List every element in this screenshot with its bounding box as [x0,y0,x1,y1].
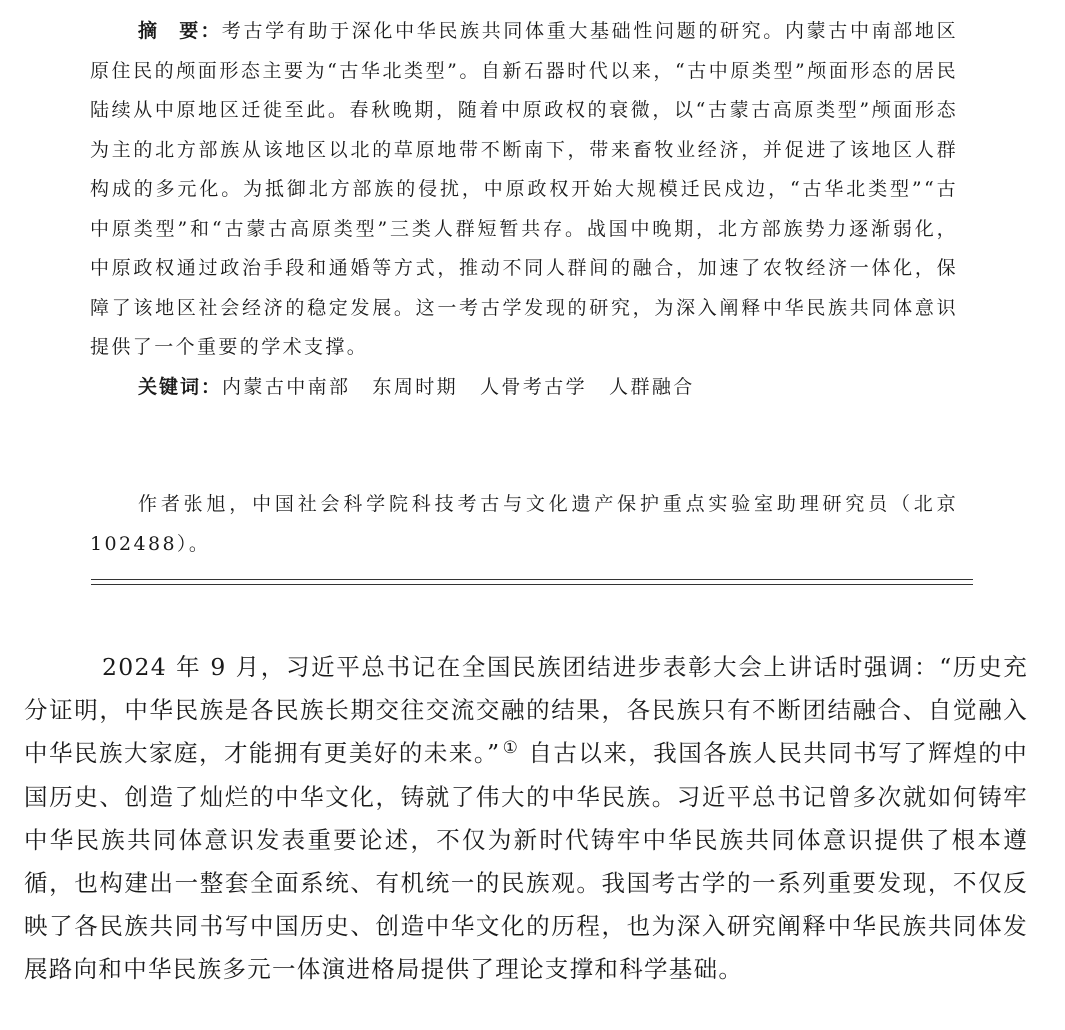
abstract-section [90,12,958,407]
keyword-item: 东周时期 [372,375,459,398]
footnote-marker[interactable]: ① [502,737,520,758]
main-text [24,646,1028,992]
abstract-text: 考古学有助于深化中华民族共同体重大基础性问题的研究。内蒙古中南部地区原住民的颅面形态主要为“古华北类型”。自新石器时代以来，“古中原类型”颅面形态的居民陆续从中原地区迁徙至此。春秋晚期，随着中原政权的衰微，以“古蒙古高原类型”颅面形态为主的北方部族从该地区以北的草原地带不断南下，带来畜牧业经济，并促进了该地区人群构成的多元化。为抵御北方部族的侵扰，中原政权开始大规模迁民戍边，“古华北类型”“古中原类型”和“古蒙古高原类型”三类人群短暂共存。战国中晚期，北方部族势力逐渐弱化，中原政权通过政治手段和通婚等方式，推动不同人群间的融合，加速了农牧经济一体化，保障了该地区社会经济的稳定发展。这一考古学发现的研究，为深入阐释中华民族共同体意识提供了一个重要的学术支撑。 [90,20,958,358]
author-text: 作者张旭，中国社会科学院科技考古与文化遗产保护重点实验室助理研究员（北京 102488）。 [90,493,980,555]
abstract-label: 摘要： [138,20,222,42]
body-paragraph [24,646,1028,992]
section-divider [91,579,973,585]
keywords-label: 关键词： [138,375,223,398]
body-text-part2: 自古以来，我国各族人民共同书写了辉煌的中国历史、创造了灿烂的中华文化，铸就了伟大的中华民族。习近平总书记曾多次就如何铸牢中华民族共同体意识发表重要论述，不仅为新时代铸牢中华民族共同体意识提供了根本遵循，也构建出一整套全面系统、有机统一的民族观。我国考古学的一系列重要发现，不仅反映了各民族共同书写中国历史、创造中华文化的历程，也为深入研究阐释中华民族共同体发展路向和中华民族多元一体演进格局提供了理论支撑和科学基础。 [24,739,1029,984]
keywords-line [90,368,958,408]
author-note [90,484,980,564]
keyword-item: 内蒙古中南部 [222,375,351,398]
keyword-item: 人骨考古学 [480,375,588,398]
keyword-item: 人群融合 [609,375,695,398]
abstract-paragraph [90,12,958,368]
body-text-part1: 2024 年 9 月，习近平总书记在全国民族团结进步表彰大会上讲话时强调：“历史充分证明，中华民族是各民族长期交往交流交融的结果，各民族只有不断团结融合、自觉融入中华民族大家庭，才能拥有更美好的未来。” [24,653,1028,768]
